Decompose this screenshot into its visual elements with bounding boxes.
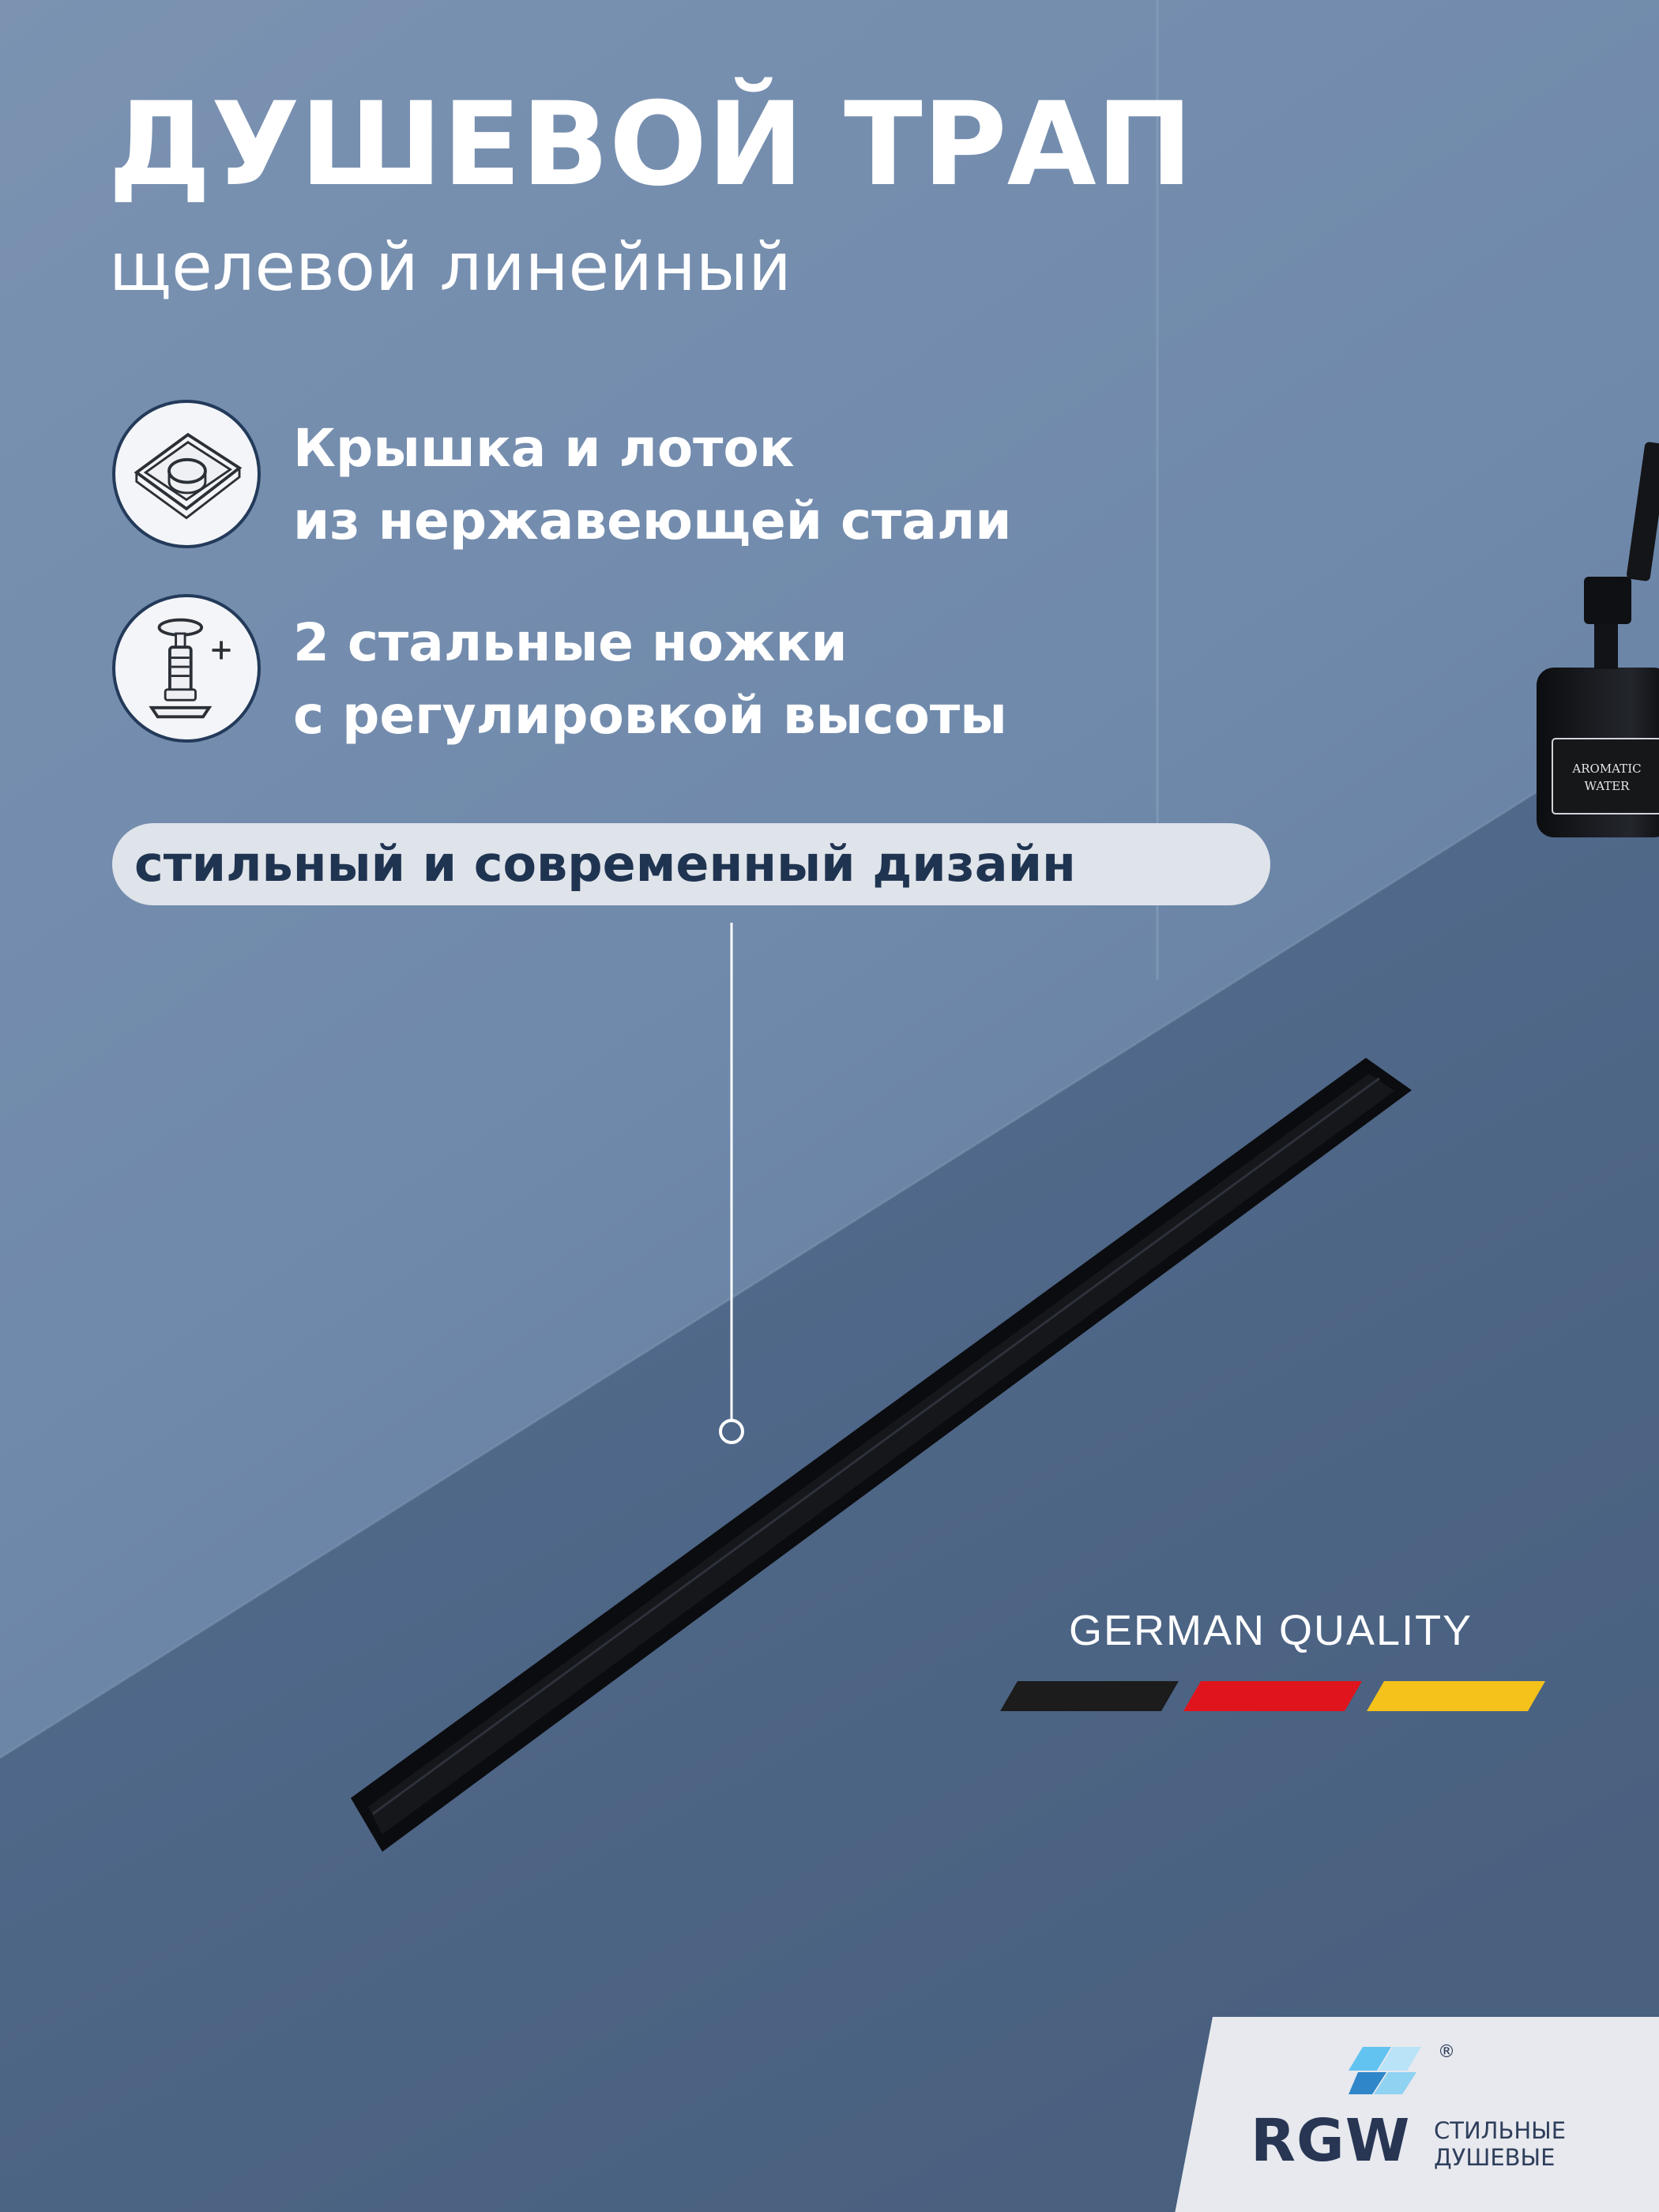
brand-logo-icon xyxy=(1349,2047,1421,2094)
flag-stripe-black xyxy=(1000,1681,1179,1711)
feature-text xyxy=(293,412,1012,558)
registered-mark: ® xyxy=(1438,2042,1455,2062)
bottle-label-line-1: AROMATIC xyxy=(1572,762,1642,776)
german-flag-stripes xyxy=(995,1681,1548,1714)
bottle-label-line-2: WATER xyxy=(1584,779,1630,793)
callout-pill xyxy=(112,823,1270,905)
feature-line: Крышка и лоток xyxy=(293,418,795,479)
page-title: ДУШЕВОЙ ТРАП xyxy=(108,77,1193,212)
flag-stripe-gold xyxy=(1367,1681,1545,1711)
quality-label: GERMAN QUALITY xyxy=(1069,1607,1473,1654)
brand-name: RGW xyxy=(1251,2107,1411,2175)
page-subtitle: щелевой линейный xyxy=(109,228,792,306)
brand-tagline-line: СТИЛЬНЫЕ xyxy=(1434,2117,1567,2144)
brand-tagline-line: ДУШЕВЫЕ xyxy=(1434,2144,1556,2171)
drain-cover-icon xyxy=(112,400,261,548)
feature-line: 2 стальные ножки xyxy=(293,612,848,673)
feature-line: из нержавеющей стали xyxy=(293,491,1012,551)
callout-label: стильный и современный дизайн xyxy=(134,835,1076,893)
feature-text xyxy=(293,607,1007,752)
brand-logo-card xyxy=(1165,2017,1659,2212)
feature-line: с регулировкой высоты xyxy=(293,685,1007,746)
adjustable-leg-icon xyxy=(112,594,261,743)
feature-adjustable-legs xyxy=(112,594,1139,744)
brand-tagline xyxy=(1434,2117,1566,2171)
flag-stripe-red xyxy=(1183,1681,1362,1711)
feature-stainless-steel xyxy=(112,400,1139,550)
